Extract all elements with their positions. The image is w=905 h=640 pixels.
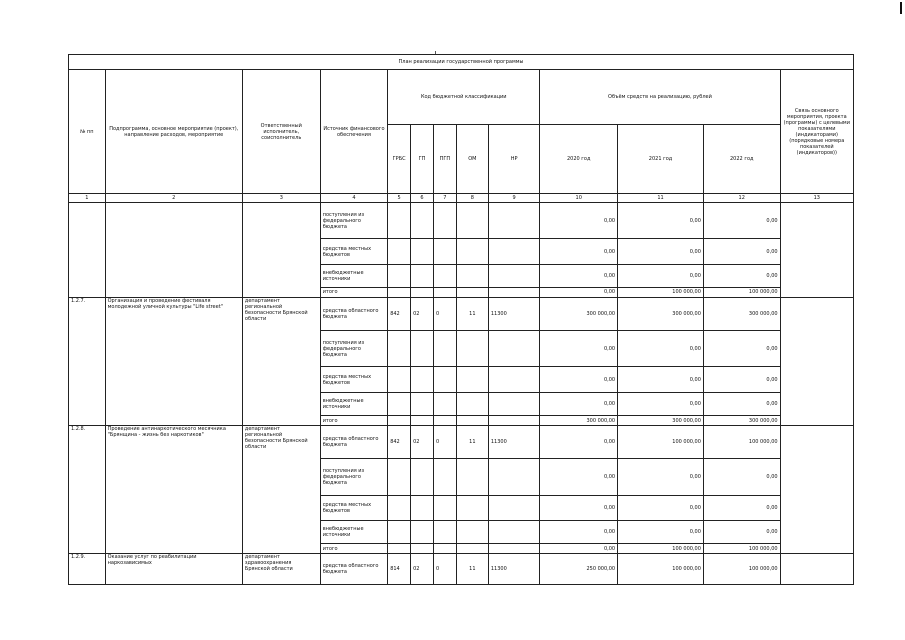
gp-code: [411, 495, 434, 520]
grbs-code: [388, 239, 411, 264]
column-number: 8: [456, 194, 488, 203]
amount-2022: 0,00: [703, 331, 780, 367]
amount-2020: 0,00: [540, 544, 618, 554]
funding-source: внебюджетные источники: [320, 264, 388, 287]
amount-2021: 0,00: [618, 264, 704, 287]
amount-2022: 300 000,00: [703, 297, 780, 330]
amount-2021: 300 000,00: [618, 297, 704, 330]
amount-2022: 0,00: [703, 202, 780, 238]
grbs-code: 842: [388, 297, 411, 330]
amount-2022: 0,00: [703, 392, 780, 415]
amount-2022: 100 000,00: [703, 425, 780, 458]
pgp-code: [433, 367, 456, 392]
table-row: [69, 425, 854, 458]
om-code: [456, 239, 488, 264]
funding-source: итого: [320, 544, 388, 554]
amount-2021: 0,00: [618, 367, 704, 392]
amount-2020: 0,00: [540, 367, 618, 392]
funding-source: средства областного бюджета: [320, 554, 388, 585]
amount-2021: 0,00: [618, 459, 704, 495]
amount-2022: 0,00: [703, 495, 780, 520]
gp-code: [411, 239, 434, 264]
header-year-2022: 2022 год: [703, 124, 780, 194]
header-budget-classification: Код бюджетной классификации: [388, 70, 540, 124]
grbs-code: 842: [388, 425, 411, 458]
scan-edge-mark: [900, 2, 902, 14]
activity-name: Оказание услуг по реабилитации наркозависимых: [105, 554, 242, 585]
header-executor: Ответственный исполнитель, соисполнитель: [242, 70, 320, 194]
amount-2021: 0,00: [618, 239, 704, 264]
om-code: [456, 287, 488, 297]
column-number-row: [69, 194, 854, 203]
amount-2022: 0,00: [703, 239, 780, 264]
pgp-code: [433, 239, 456, 264]
header-indicator-link: Связь основного мероприятия, проекта (программы) с целевыми показателями (индикаторами) (порядковые номера показателей (индикаторов)): [780, 70, 853, 194]
amount-2020: 0,00: [540, 239, 618, 264]
grbs-code: [388, 392, 411, 415]
amount-2020: 300 000,00: [540, 297, 618, 330]
amount-2021: 0,00: [618, 202, 704, 238]
funding-source: поступления из федерального бюджета: [320, 459, 388, 495]
funding-source: внебюджетные источники: [320, 520, 388, 543]
funding-source: итого: [320, 287, 388, 297]
funding-source: внебюджетные источники: [320, 392, 388, 415]
indicator-link: [780, 554, 853, 585]
row-number: [69, 202, 106, 297]
header-year-2021: 2021 год: [618, 124, 704, 194]
nr-code: [488, 392, 539, 415]
responsible-executor: департамент региональной безопасности Брянской области: [242, 425, 320, 553]
pgp-code: [433, 264, 456, 287]
funding-source: средства местных бюджетов: [320, 239, 388, 264]
nr-code: 11300: [488, 297, 539, 330]
amount-2021: 100 000,00: [618, 544, 704, 554]
column-number: 1: [69, 194, 106, 203]
column-number: 12: [703, 194, 780, 203]
pgp-code: [433, 495, 456, 520]
amount-2021: 0,00: [618, 392, 704, 415]
funding-source: средства областного бюджета: [320, 425, 388, 458]
table-row: [69, 202, 854, 238]
grbs-code: [388, 264, 411, 287]
implementation-plan-table: [68, 54, 854, 585]
nr-code: [488, 520, 539, 543]
funding-source: средства областного бюджета: [320, 297, 388, 330]
column-number: 6: [411, 194, 434, 203]
om-code: [456, 459, 488, 495]
funding-source: поступления из федерального бюджета: [320, 202, 388, 238]
om-code: [456, 367, 488, 392]
nr-code: [488, 367, 539, 392]
om-code: [456, 416, 488, 426]
header-name: Подпрограмма, основное мероприятие (проект), направление расходов, мероприятие: [105, 70, 242, 194]
funding-source: поступления из федерального бюджета: [320, 331, 388, 367]
activity-name: [105, 202, 242, 297]
om-code: [456, 202, 488, 238]
amount-2021: 100 000,00: [618, 287, 704, 297]
responsible-executor: департамент здравоохранения Брянской области: [242, 554, 320, 585]
om-code: [456, 520, 488, 543]
responsible-executor: департамент региональной безопасности Брянской области: [242, 297, 320, 425]
amount-2021: 100 000,00: [618, 554, 704, 585]
amount-2022: 0,00: [703, 367, 780, 392]
table-title: План реализации государственной программы: [69, 55, 854, 70]
nr-code: 11300: [488, 554, 539, 585]
nr-code: 11300: [488, 425, 539, 458]
header-funding-volume: Объём средств на реализацию, рублей: [540, 70, 780, 124]
indicator-link: [780, 202, 853, 297]
amount-2020: 0,00: [540, 495, 618, 520]
row-number: 1.2.9.: [69, 554, 106, 585]
row-number: 1.2.8.: [69, 425, 106, 553]
indicator-link: [780, 297, 853, 425]
om-code: [456, 495, 488, 520]
amount-2022: 300 000,00: [703, 416, 780, 426]
amount-2022: 0,00: [703, 264, 780, 287]
column-number: 3: [242, 194, 320, 203]
gp-code: [411, 367, 434, 392]
om-code: 11: [456, 425, 488, 458]
amount-2022: 100 000,00: [703, 544, 780, 554]
pgp-code: [433, 416, 456, 426]
pgp-code: [433, 392, 456, 415]
nr-code: [488, 287, 539, 297]
pgp-code: [433, 459, 456, 495]
column-number: 2: [105, 194, 242, 203]
activity-name: Организация и проведение фестиваля молодежной уличной культуры "Life street": [105, 297, 242, 425]
table-row: [69, 554, 854, 585]
header-num: № пп: [69, 70, 106, 194]
gp-code: [411, 287, 434, 297]
grbs-code: 814: [388, 554, 411, 585]
amount-2020: 0,00: [540, 520, 618, 543]
grbs-code: [388, 416, 411, 426]
gp-code: [411, 520, 434, 543]
nr-code: [488, 416, 539, 426]
header-nr: НР: [488, 124, 539, 194]
gp-code: [411, 544, 434, 554]
grbs-code: [388, 520, 411, 543]
amount-2021: 0,00: [618, 331, 704, 367]
grbs-code: [388, 287, 411, 297]
amount-2020: 0,00: [540, 287, 618, 297]
table-row: [69, 297, 854, 330]
pgp-code: [433, 287, 456, 297]
grbs-code: [388, 367, 411, 392]
row-number: 1.2.7.: [69, 297, 106, 425]
amount-2021: 100 000,00: [618, 425, 704, 458]
pgp-code: 0: [433, 554, 456, 585]
grbs-code: [388, 544, 411, 554]
amount-2020: 0,00: [540, 264, 618, 287]
nr-code: [488, 544, 539, 554]
header-pgp: ПГП: [433, 124, 456, 194]
grbs-code: [388, 459, 411, 495]
pgp-code: 0: [433, 297, 456, 330]
om-code: [456, 264, 488, 287]
amount-2020: 300 000,00: [540, 416, 618, 426]
gp-code: [411, 459, 434, 495]
indicator-link: [780, 425, 853, 553]
amount-2021: 0,00: [618, 495, 704, 520]
amount-2021: 0,00: [618, 520, 704, 543]
nr-code: [488, 202, 539, 238]
gp-code: [411, 392, 434, 415]
grbs-code: [388, 495, 411, 520]
gp-code: [411, 202, 434, 238]
amount-2020: 0,00: [540, 331, 618, 367]
column-number: 5: [388, 194, 411, 203]
activity-name: Проведение антинаркотического месячника "Брянщина - жизнь без наркотиков": [105, 425, 242, 553]
nr-code: [488, 239, 539, 264]
gp-code: 02: [411, 425, 434, 458]
column-number: 9: [488, 194, 539, 203]
om-code: 11: [456, 297, 488, 330]
nr-code: [488, 495, 539, 520]
header-year-2020: 2020 год: [540, 124, 618, 194]
grbs-code: [388, 202, 411, 238]
column-number: 13: [780, 194, 853, 203]
amount-2022: 100 000,00: [703, 287, 780, 297]
om-code: 11: [456, 554, 488, 585]
header-om: ОМ: [456, 124, 488, 194]
header-source: Источник финансового обеспечения: [320, 70, 388, 194]
gp-code: [411, 264, 434, 287]
funding-source: итого: [320, 416, 388, 426]
amount-2020: 0,00: [540, 392, 618, 415]
amount-2022: 100 000,00: [703, 554, 780, 585]
pgp-code: 0: [433, 425, 456, 458]
header-gp: ГП: [411, 124, 434, 194]
column-number: 7: [433, 194, 456, 203]
funding-source: средства местных бюджетов: [320, 367, 388, 392]
gp-code: 02: [411, 297, 434, 330]
om-code: [456, 331, 488, 367]
gp-code: [411, 331, 434, 367]
amount-2020: 250 000,00: [540, 554, 618, 585]
amount-2022: 0,00: [703, 520, 780, 543]
nr-code: [488, 331, 539, 367]
grbs-code: [388, 331, 411, 367]
amount-2020: 0,00: [540, 425, 618, 458]
pgp-code: [433, 544, 456, 554]
amount-2022: 0,00: [703, 459, 780, 495]
nr-code: [488, 264, 539, 287]
amount-2020: 0,00: [540, 202, 618, 238]
pgp-code: [433, 520, 456, 543]
gp-code: [411, 416, 434, 426]
gp-code: 02: [411, 554, 434, 585]
column-number: 10: [540, 194, 618, 203]
nr-code: [488, 459, 539, 495]
column-number: 11: [618, 194, 704, 203]
responsible-executor: [242, 202, 320, 297]
funding-source: средства местных бюджетов: [320, 495, 388, 520]
column-number: 4: [320, 194, 388, 203]
om-code: [456, 392, 488, 415]
pgp-code: [433, 202, 456, 238]
pgp-code: [433, 331, 456, 367]
amount-2020: 0,00: [540, 459, 618, 495]
amount-2021: 300 000,00: [618, 416, 704, 426]
om-code: [456, 544, 488, 554]
header-grbs: ГРБС: [388, 124, 411, 194]
